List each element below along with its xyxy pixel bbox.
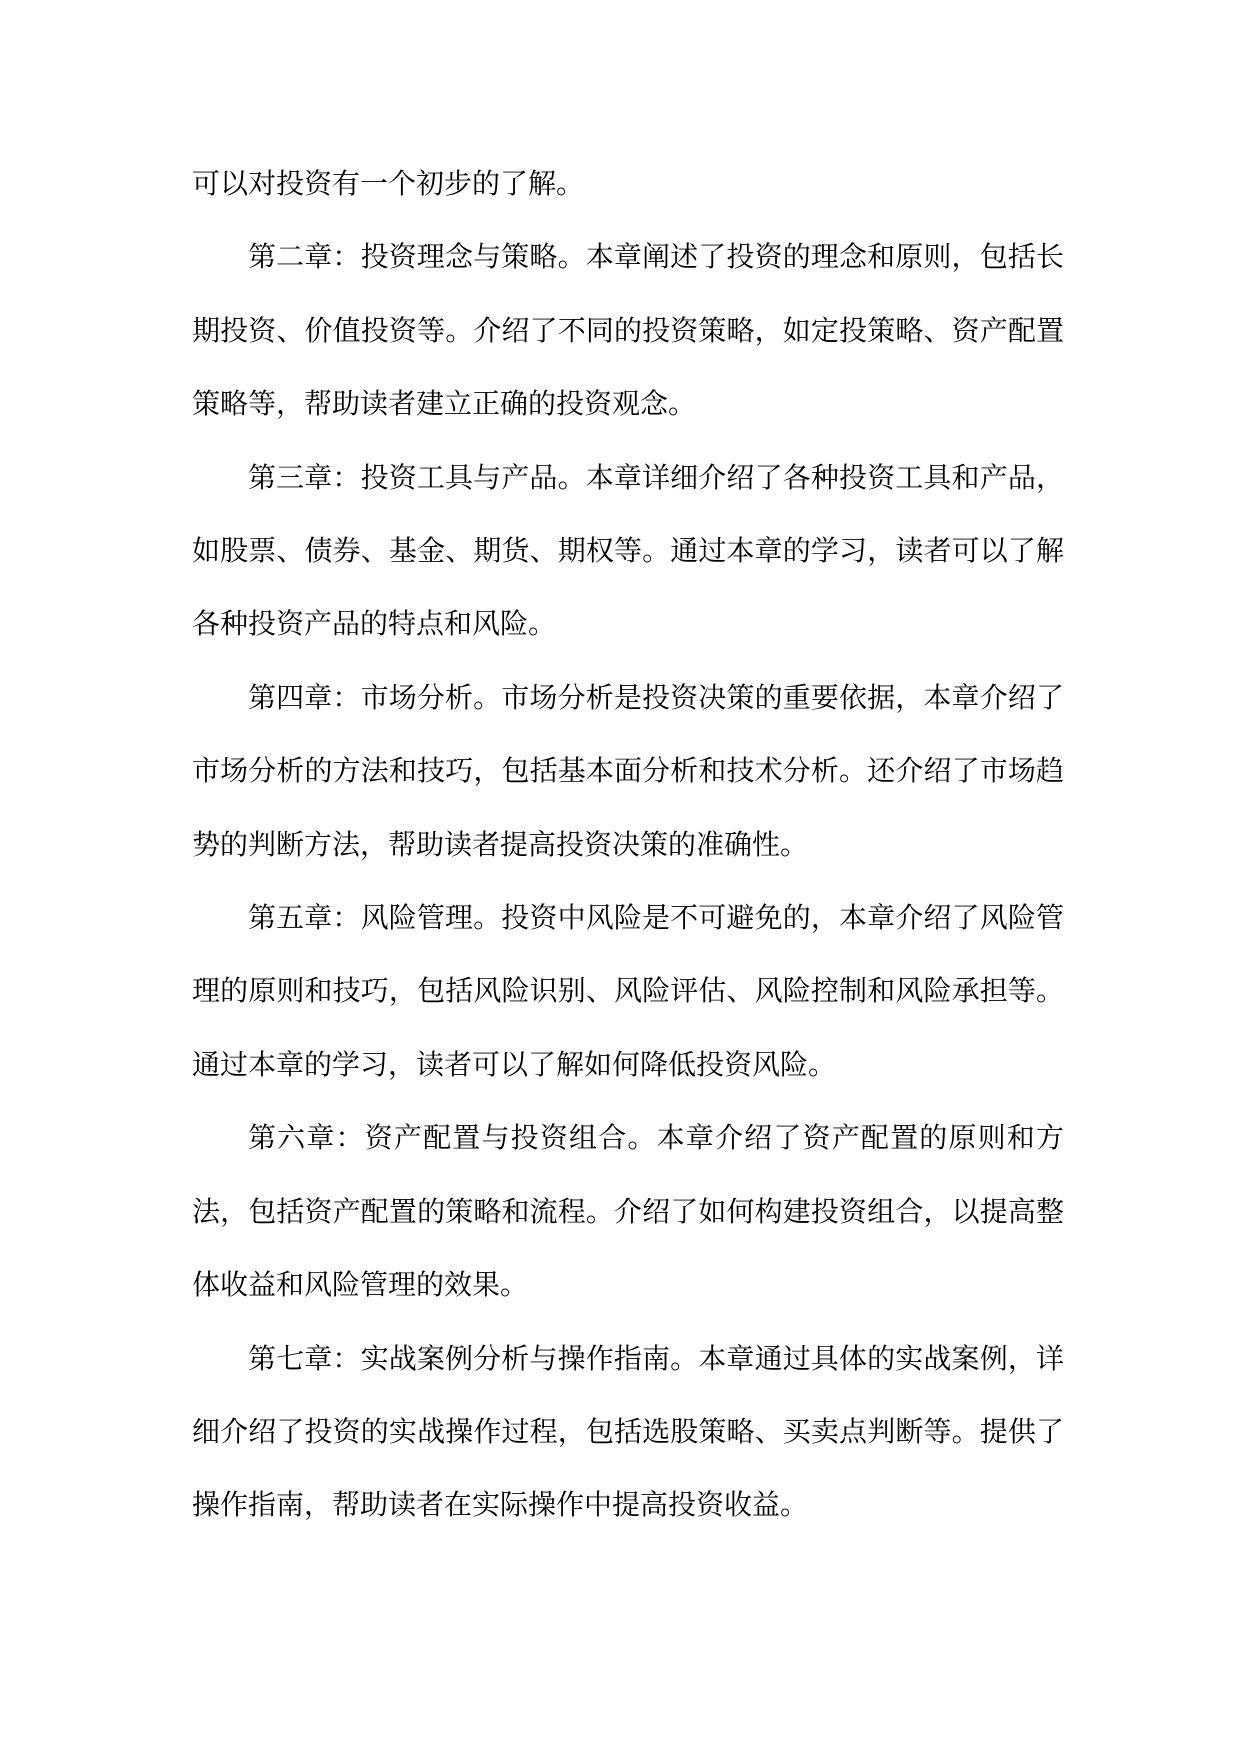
paragraph-chapter-5: 第五章：风险管理。投资中风险是不可避免的，本章介绍了风险管理的原则和技巧，包括风险识别、风险评估、风险控制和风险承担等。通过本章的学习，读者可以了解如何降低投资风险。 xyxy=(192,901,1064,1081)
paragraph-continuation: 可以对投资有一个初步的了解。 xyxy=(192,167,585,200)
paragraph-chapter-2: 第二章：投资理念与策略。本章阐述了投资的理念和原则，包括长期投资、价值投资等。介绍了不同的投资策略，如定投策略、资产配置策略等，帮助读者建立正确的投资观念。 xyxy=(192,240,1064,421)
paragraph-chapter-3: 第三章：投资工具与产品。本章详细介绍了各种投资工具和产品，如股票、债券、基金、期货、期权等。通过本章的学习，读者可以了解各种投资产品的特点和风险。 xyxy=(192,460,1064,641)
paragraph-chapter-4: 第四章：市场分析。市场分析是投资决策的重要依据，本章介绍了市场分析的方法和技巧，包括基本面分析和技术分析。还介绍了市场趋势的判断方法，帮助读者提高投资决策的准确性。 xyxy=(192,680,1064,861)
paragraph-chapter-7: 第七章：实战案例分析与操作指南。本章通过具体的实战案例，详细介绍了投资的实战操作过程，包括选股策略、买卖点判断等。提供了操作指南，帮助读者在实际操作中提高投资收益。 xyxy=(192,1341,1064,1522)
paragraph-chapter-6: 第六章：资产配置与投资组合。本章介绍了资产配置的原则和方法，包括资产配置的策略和流程。介绍了如何构建投资组合，以提高整体收益和风险管理的效果。 xyxy=(192,1121,1064,1302)
document-body xyxy=(192,147,1064,1542)
